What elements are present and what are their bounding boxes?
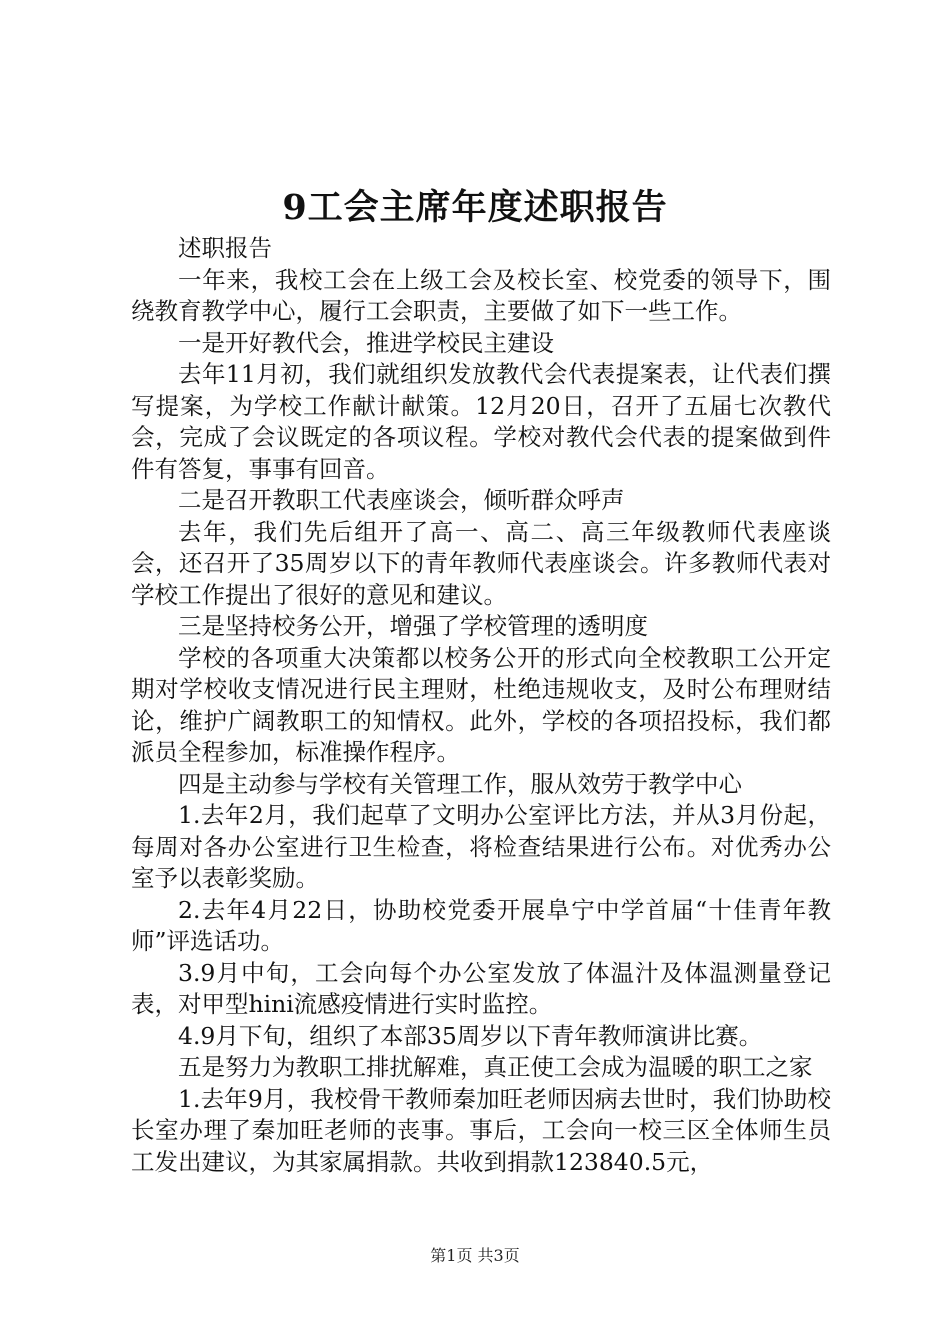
list-item: 3.9月中旬，工会向每个办公室发放了体温汁及体温测量登记表，对甲型hini流感疫情进行实时监控。 [131, 958, 831, 1018]
section-heading: 一是开好教代会，推进学校民主建设 [178, 328, 554, 357]
page-footer: 第1页 共3页 [430, 1246, 520, 1265]
section-heading: 五是努力为教职工排扰解难，真正使工会成为温暖的职工之家 [178, 1053, 813, 1081]
section-heading: 三是坚持校务公开，增强了学校管理的透明度 [178, 612, 648, 640]
document-body [131, 233, 831, 1178]
paragraph: 去年，我们先后组开了高一、高二、高三年级教师代表座谈会，还召开了35周岁以下的青年教师代表座谈会。许多教师代表对学校工作提出了很好的意见和建议。 [131, 517, 831, 609]
list-item: 2.去年4月22日，协助校党委开展阜宁中学首届“十佳青年教师”评选话功。 [131, 895, 831, 955]
section-heading: 四是主动参与学校有关管理工作，服从效劳于教学中心 [178, 769, 742, 798]
paragraph: 述职报告 [178, 234, 272, 262]
list-item: 4.9月下旬，组织了本部35周岁以下青年教师演讲比赛。 [178, 1021, 763, 1050]
paragraph: 学校的各项重大决策都以校务公开的形式向全校教职工公开定期对学校收支情况进行民主理财，杜绝违规收支，及时公布理财结论，维护广阔教职工的知情权。此外，学校的各项招投标，我们都派员全程参加，标准操作程序。 [131, 643, 831, 766]
list-item: 1.去年9月，我校骨干教师秦加旺老师因病去世时，我们协助校长室办理了秦加旺老师的丧事。事后，工会向一校三区全体师生员工发出建议，为其家属捐款。共收到捐款123840.5元， [131, 1084, 831, 1176]
section-heading: 二是召开教职工代表座谈会，倾听群众呼声 [178, 486, 625, 514]
paragraph: 去年11月初，我们就组织发放教代会代表提案表，让代表们撰写提案，为学校工作献计献策。12月20日，召开了五届七次教代会，完成了会议既定的各项议程。学校对教代会代表的提案做到件件有答复，事事有回音。 [131, 360, 831, 483]
list-item: 1.去年2月，我们起草了文明办公室评比方法，并从3月份起，每周对各办公室进行卫生检查，将检查结果进行公布。对优秀办公室予以表彰奖励。 [131, 801, 831, 892]
paragraph: 一年来，我校工会在上级工会及校长室、校党委的领导下，围绕教育教学中心，履行工会职责，主要做了如下一些工作。 [131, 265, 831, 325]
document-title: 9工会主席年度述职报告 [282, 187, 668, 228]
